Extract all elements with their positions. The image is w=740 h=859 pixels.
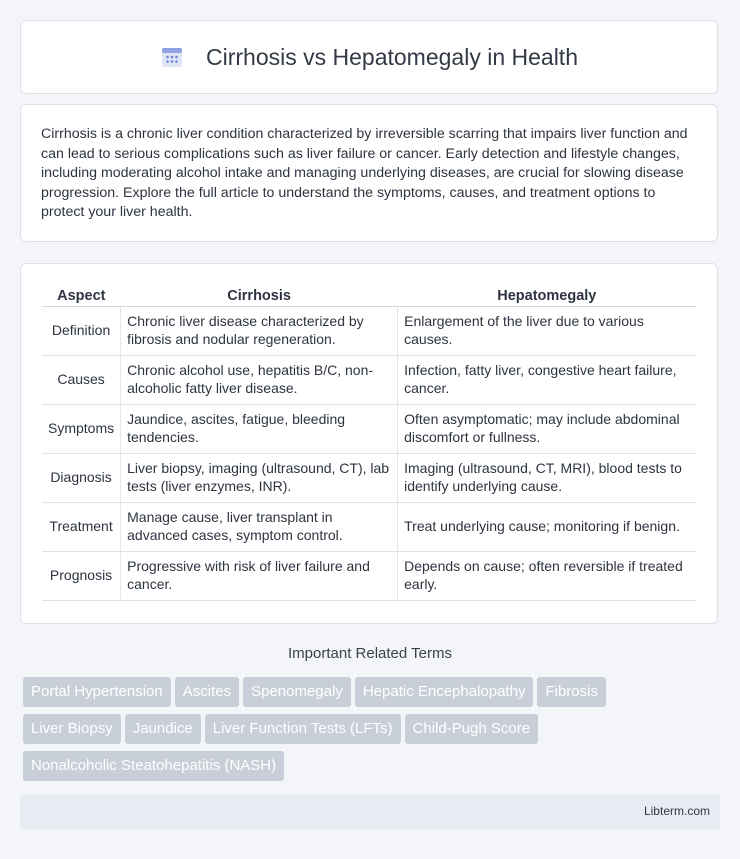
aspect-cell: Causes xyxy=(42,356,121,405)
related-term-tag[interactable]: Nonalcoholic Steatohepatitis (NASH) xyxy=(23,751,284,781)
related-term-tag[interactable]: Child-Pugh Score xyxy=(405,714,539,744)
hepatomegaly-cell: Infection, fatty liver, congestive heart failure, cancer. xyxy=(398,356,696,405)
related-term-tag[interactable]: Fibrosis xyxy=(537,677,606,707)
intro-text: Cirrhosis is a chronic liver condition characterized by irreversible scarring that impairs liver function and can lead to serious complications such as liver failure or cancer. Early detection and lifestyle changes, including moderating alcohol intake and managing underlying diseases, are crucial for slowing disease progression. Explore the full article to understand the symptoms, causes, and treatment options to protect your liver health. xyxy=(41,126,688,221)
table-row xyxy=(42,552,696,601)
header-aspect: Aspect xyxy=(42,284,121,307)
related-terms-list xyxy=(23,677,723,788)
cirrhosis-cell: Progressive with risk of liver failure and cancer. xyxy=(121,552,398,601)
related-term-tag[interactable]: Liver Function Tests (LFTs) xyxy=(205,714,401,744)
intro-card xyxy=(20,104,718,242)
aspect-cell: Treatment xyxy=(42,503,121,552)
comparison-card xyxy=(20,263,718,624)
header-hepatomegaly: Hepatomegaly xyxy=(398,284,696,307)
title-card xyxy=(20,20,718,94)
related-term-tag[interactable]: Liver Biopsy xyxy=(23,714,121,744)
cirrhosis-cell: Chronic liver disease characterized by fibrosis and nodular regeneration. xyxy=(121,307,398,356)
related-term-tag[interactable]: Spenomegaly xyxy=(243,677,351,707)
header-cirrhosis: Cirrhosis xyxy=(121,284,398,307)
footer-bar xyxy=(20,795,720,829)
related-term-tag[interactable]: Hepatic Encephalopathy xyxy=(355,677,534,707)
related-terms-title: Important Related Terms xyxy=(288,645,452,662)
page-title: Cirrhosis vs Hepatomegaly in Health xyxy=(206,43,578,70)
comparison-table xyxy=(42,284,696,601)
related-term-tag[interactable]: Portal Hypertension xyxy=(23,677,171,707)
cirrhosis-cell: Jaundice, ascites, fatigue, bleeding tendencies. xyxy=(121,405,398,454)
cirrhosis-cell: Liver biopsy, imaging (ultrasound, CT), lab tests (liver enzymes, INR). xyxy=(121,454,398,503)
related-term-tag[interactable]: Jaundice xyxy=(125,714,201,744)
footer-site-link[interactable]: Libterm.com xyxy=(643,804,710,818)
table-row xyxy=(42,454,696,503)
hepatomegaly-cell: Enlargement of the liver due to various causes. xyxy=(398,307,696,356)
hepatomegaly-cell: Imaging (ultrasound, CT, MRI), blood tests to identify underlying cause. xyxy=(398,454,696,503)
table-header-row xyxy=(42,284,696,307)
table-row xyxy=(42,307,696,356)
aspect-cell: Definition xyxy=(42,307,121,356)
table-row xyxy=(42,356,696,405)
aspect-cell: Diagnosis xyxy=(42,454,121,503)
table-row xyxy=(42,405,696,454)
aspect-cell: Prognosis xyxy=(42,552,121,601)
cirrhosis-cell: Chronic alcohol use, hepatitis B/C, non-alcoholic fatty liver disease. xyxy=(121,356,398,405)
hepatomegaly-cell: Treat underlying cause; monitoring if benign. xyxy=(398,503,696,552)
cirrhosis-cell: Manage cause, liver transplant in advanced cases, symptom control. xyxy=(121,503,398,552)
hepatomegaly-cell: Depends on cause; often reversible if treated early. xyxy=(398,552,696,601)
related-term-tag[interactable]: Ascites xyxy=(175,677,239,707)
hepatomegaly-cell: Often asymptomatic; may include abdominal discomfort or fullness. xyxy=(398,405,696,454)
calendar-grid-icon xyxy=(160,45,184,69)
aspect-cell: Symptoms xyxy=(42,405,121,454)
table-row xyxy=(42,503,696,552)
